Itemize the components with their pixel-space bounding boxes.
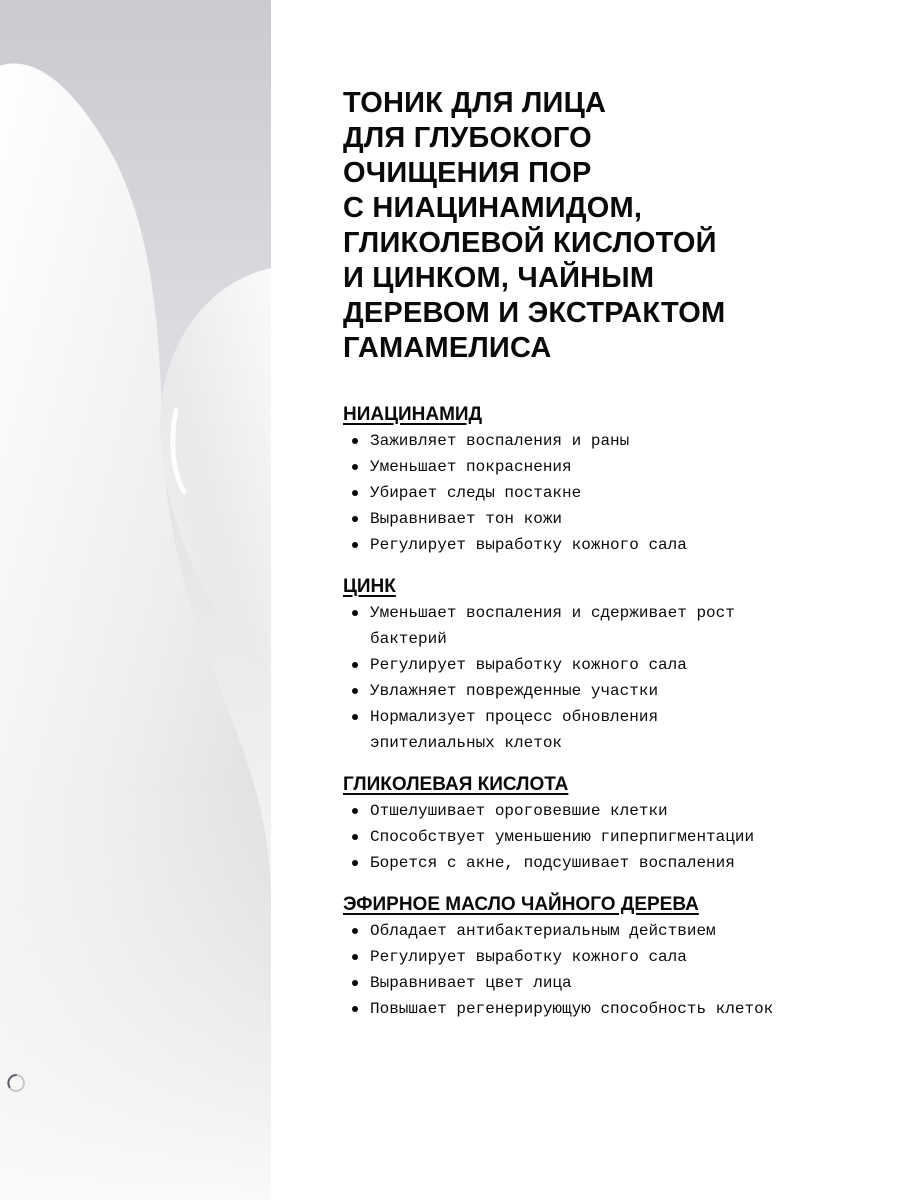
- bullet-icon: [352, 662, 358, 668]
- bullet-icon: [352, 516, 358, 522]
- benefit-text: Уменьшает воспаления и сдерживает рост бактерий: [370, 604, 735, 648]
- section-heading: ГЛИКОЛЕВАЯ КИСЛОТА: [343, 774, 569, 795]
- title-line: ОЧИЩЕНИЯ ПОР: [343, 157, 592, 189]
- bullet-icon: [352, 688, 358, 694]
- benefit-list: [343, 798, 863, 876]
- section-heading: ЭФИРНОЕ МАСЛО ЧАЙНОГО ДЕРЕВА: [343, 894, 699, 915]
- benefit-text: Обладает антибактериальным действием: [370, 922, 716, 940]
- bullet-icon: [352, 954, 358, 960]
- section-glycolic-acid: [343, 773, 863, 876]
- bullet-icon: [352, 860, 358, 866]
- benefit-item: [343, 652, 790, 678]
- section-niacinamide: [343, 403, 863, 558]
- product-description: [343, 86, 863, 1039]
- bullet-icon: [352, 808, 358, 814]
- bullet-icon: [352, 464, 358, 470]
- cream-drops-illustration: [0, 0, 271, 1200]
- bullet-icon: [352, 834, 358, 840]
- benefit-text: Повышает регенерирующую способность клеток: [370, 1000, 774, 1018]
- product-title: [343, 86, 863, 366]
- title-line: ТОНИК ДЛЯ ЛИЦА: [343, 87, 607, 119]
- benefit-item: [343, 428, 790, 454]
- section-tea-tree-oil: [343, 893, 863, 1022]
- bullet-icon: [352, 542, 358, 548]
- benefit-text: Регулирует выработку кожного сала: [370, 656, 687, 674]
- bullet-icon: [352, 714, 358, 720]
- benefit-item: [343, 918, 790, 944]
- benefit-text: Заживляет воспаления и раны: [370, 432, 630, 450]
- benefit-item: [343, 600, 790, 652]
- benefit-text: Уменьшает покраснения: [370, 458, 572, 476]
- benefit-text: Выравнивает тон кожи: [370, 510, 563, 528]
- section-heading: НИАЦИНАМИД: [343, 404, 483, 425]
- title-line: И ЦИНКОМ, ЧАЙНЫМ: [343, 262, 655, 294]
- benefit-text: Убирает следы постакне: [370, 484, 582, 502]
- benefit-item: [343, 532, 790, 558]
- title-line: ДЕРЕВОМ И ЭКСТРАКТОМ: [343, 297, 726, 329]
- benefit-item: [343, 480, 790, 506]
- section-heading: ЦИНК: [343, 576, 396, 597]
- bullet-icon: [352, 490, 358, 496]
- benefit-item: [343, 798, 790, 824]
- benefit-text: Борется с акне, подсушивает воспаления: [370, 854, 735, 872]
- benefit-item: [343, 824, 790, 850]
- title-line: ГЛИКОЛЕВОЙ КИСЛОТОЙ: [343, 227, 717, 259]
- section-zinc: [343, 575, 863, 756]
- benefit-text: Способствует уменьшению гиперпигментации: [370, 828, 755, 846]
- benefit-list: [343, 918, 863, 1022]
- benefit-item: [343, 678, 790, 704]
- benefit-item: [343, 944, 790, 970]
- benefit-text: Выравнивает цвет лица: [370, 974, 572, 992]
- title-line: ДЛЯ ГЛУБОКОГО: [343, 122, 592, 154]
- bullet-icon: [352, 928, 358, 934]
- benefit-text: Увлажняет поврежденные участки: [370, 682, 659, 700]
- benefit-item: [343, 704, 790, 756]
- benefit-text: Отшелушивает ороговевшие клетки: [370, 802, 668, 820]
- benefit-list: [343, 600, 863, 756]
- benefit-item: [343, 454, 790, 480]
- benefit-item: [343, 850, 790, 876]
- benefit-text: Нормализует процесс обновления эпителиальных клеток: [370, 708, 659, 752]
- benefit-list: [343, 428, 863, 558]
- benefit-item: [343, 506, 790, 532]
- bullet-icon: [352, 980, 358, 986]
- benefit-text: Регулирует выработку кожного сала: [370, 948, 687, 966]
- bullet-icon: [352, 438, 358, 444]
- product-texture-photo: [0, 0, 271, 1200]
- benefit-item: [343, 970, 790, 996]
- bullet-icon: [352, 610, 358, 616]
- benefit-text: Регулирует выработку кожного сала: [370, 536, 687, 554]
- title-line: С НИАЦИНАМИДОМ,: [343, 192, 643, 224]
- bullet-icon: [352, 1006, 358, 1012]
- title-line: ГАМАМЕЛИСА: [343, 332, 552, 364]
- benefit-item: [343, 996, 790, 1022]
